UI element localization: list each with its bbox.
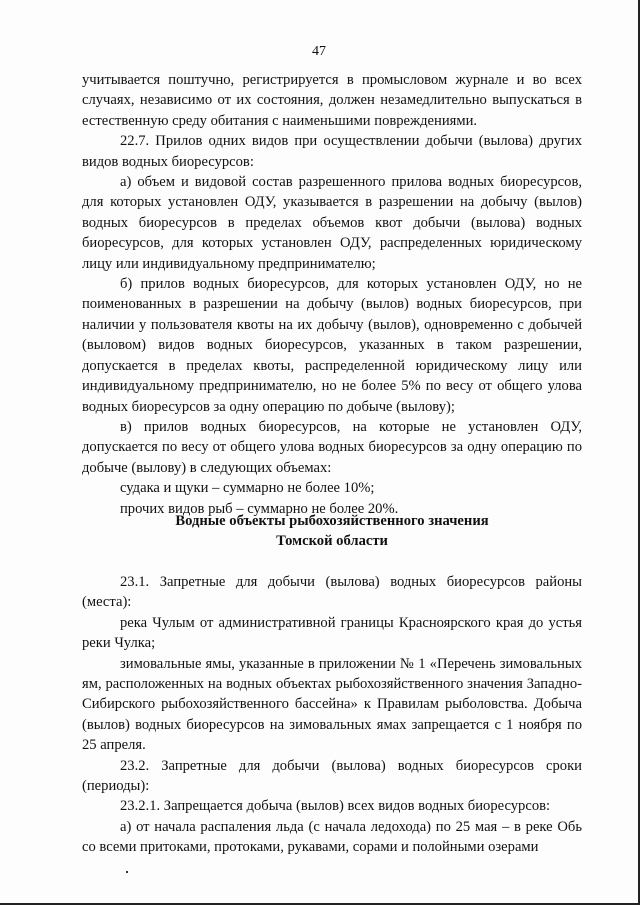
scan-speck [126,871,128,873]
paragraph-22-7: 22.7. Прилов одних видов при осуществлении добычи (вылова) других видов водных биоресурсов: [82,133,582,170]
paragraph-continuation: учитывается поштучно, регистрируется в промысловом журнале и во всех случаях, независимо от их состояния, должен незамедлительно выпускаться в естественную среду обитания с наименьшими повреждениями. [82,72,582,129]
page-number: 47 [312,44,326,59]
paragraph-wintering-pits: зимовальные ямы, указанные в приложении № 1 «Перечень зимовальных ям, расположенных на водных объектах рыбохозяйственного значения Западно-Сибирского рыбохозяйственного бассейна» к Правилам рыболовства. Добыча (вылов) водных биоресурсов на зимовальных ямах запрещается с 1 ноября по 25 апреля. [82,655,582,754]
heading-line-2: Томской области [276,533,388,550]
paragraph-23-2-1-a: а) от начала распаления льда (с начала ледохода) по 25 мая – в реке Обь со всеми притоками, протоками, рукавами, сорами и полойными озерами [82,818,582,856]
list-item-sudak: судака и щуки – суммарно не более 10%; [120,480,375,497]
paragraph-22-7-a: а) объем и видовой состав разрешенного прилова водных биоресурсов, для которых установлен ОДУ, указывается в разрешении на добычу (вылов) водных биоресурсов в пределах объемов квот добычи (вылова) водных биоресурсов, для которых установлен ОДУ, распределенных юридическому лицу или индивидуальному предпринимателю; [82,174,582,272]
paragraph-23-2-1: 23.2.1. Запрещается добыча (вылов) всех видов водных биоресурсов: [120,798,551,815]
list-item-other-fish: прочих видов рыб – суммарно не более 20%. [120,500,399,517]
paragraph-23-2: 23.2. Запретные для добычи (вылова) водных биоресурсов сроки (периоды): [82,757,582,795]
paragraph-22-7-b: б) прилов водных биоресурсов, для которых установлен ОДУ, но не поименованных в разрешении на добычу (вылов) водных биоресурсов, при наличии у пользователя квоты на их добычу (вылов), одновременно с добычей (выловом) видов водных биоресурсов, указанных в таком разрешении, допускается в пределах квоты, распределенной юридическому лицу или индивидуальному предпринимателю, но не более 5% по весу от общего улова водных биоресурсов за одну операцию по добыче (вылову); [82,276,582,415]
heading-line-1: Водные объекты рыбохозяйственного значения [175,513,489,529]
paragraph-23-1: 23.1. Запретные для добычи (вылова) водных биоресурсов районы (места): [82,574,582,611]
section-heading [82,511,582,552]
paragraph-chulym: река Чулым от административной границы Красноярского края до устья реки Чулка; [82,614,582,652]
paragraph-22-7-v: в) прилов водных биоресурсов, на которые не установлен ОДУ, допускается по весу от общего улова водных биоресурсов за одну операцию по добыче (вылову) в следующих объемах: [82,418,582,476]
section-2-text [82,572,582,858]
section-1-text [82,70,582,519]
